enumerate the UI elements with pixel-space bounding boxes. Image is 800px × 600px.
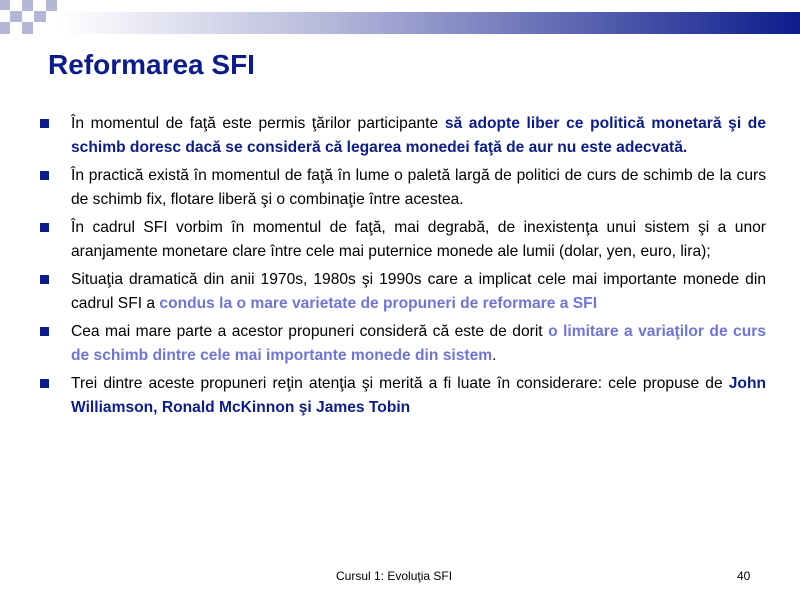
page-number: 40	[737, 569, 751, 583]
bullet-list	[40, 112, 766, 424]
bullet-plain-text: În momentul de faţă este permis ţărilor participante	[71, 115, 445, 132]
bullet-item	[40, 320, 766, 367]
bullet-text	[71, 112, 766, 159]
footer-course-label: Cursul 1: Evoluţia SFI	[336, 569, 453, 583]
bullet-emphasis: să adopte liber ce politică monetară şi de schimb doresc dacă se consideră că legarea monedei faţă de aur nu este adecvată.	[71, 115, 767, 156]
bullet-item	[40, 216, 766, 263]
bullet-plain-text: Trei dintre aceste propuneri reţin atenţia şi merită a fi luate în considerare: cele propuse de	[71, 375, 729, 392]
bullet-text	[71, 320, 766, 367]
bullet-square-icon	[40, 379, 49, 388]
bullet-plain-text: În practică există în momentul de faţă în lume o paletă largă de politici de curs de schimb de la curs de schimb fix, flotare liberă şi o combinaţie între acestea.	[71, 167, 766, 208]
bullet-plain-text: .	[492, 346, 497, 364]
bullet-item	[40, 112, 766, 159]
bullet-square-icon	[40, 327, 49, 336]
bullet-plain-text: În cadrul SFI vorbim în momentul de faţă, mai degrabă, de inexistenţa unui sistem şi a unor aranjamente monetare clare între cele mai puternice monede ale lumii (dolar, yen, euro, lira);	[71, 219, 766, 260]
bullet-square-icon	[40, 119, 49, 128]
bullet-square-icon	[40, 223, 49, 232]
bullet-item	[40, 164, 766, 211]
bullet-text	[71, 268, 766, 315]
bullet-square-icon	[40, 171, 49, 180]
bullet-text	[71, 372, 766, 419]
bullet-text	[71, 216, 766, 263]
bullet-emphasis: condus la o mare varietate de propuneri de reformare a SFI	[159, 294, 598, 312]
bullet-item	[40, 268, 766, 315]
header-decoration	[0, 0, 800, 42]
bullet-square-icon	[40, 275, 49, 284]
slide-title: Reformarea SFI	[48, 49, 255, 80]
bullet-emphasis: o limitare a variaţilor de curs de schimb dintre cele mai importante monede din sistem	[71, 323, 766, 364]
bullet-plain-text: Cea mai mare parte a acestor propuneri consideră că este de dorit	[71, 323, 549, 340]
bullet-item	[40, 372, 766, 419]
bullet-plain-text: Situaţia dramatică din anii 1970s, 1980s şi 1990s care a implicat cele mai importante monede din cadrul SFI a	[71, 271, 766, 312]
bullet-emphasis: John Williamson, Ronald McKinnon şi James Tobin	[71, 375, 766, 416]
bullet-text	[71, 164, 766, 211]
